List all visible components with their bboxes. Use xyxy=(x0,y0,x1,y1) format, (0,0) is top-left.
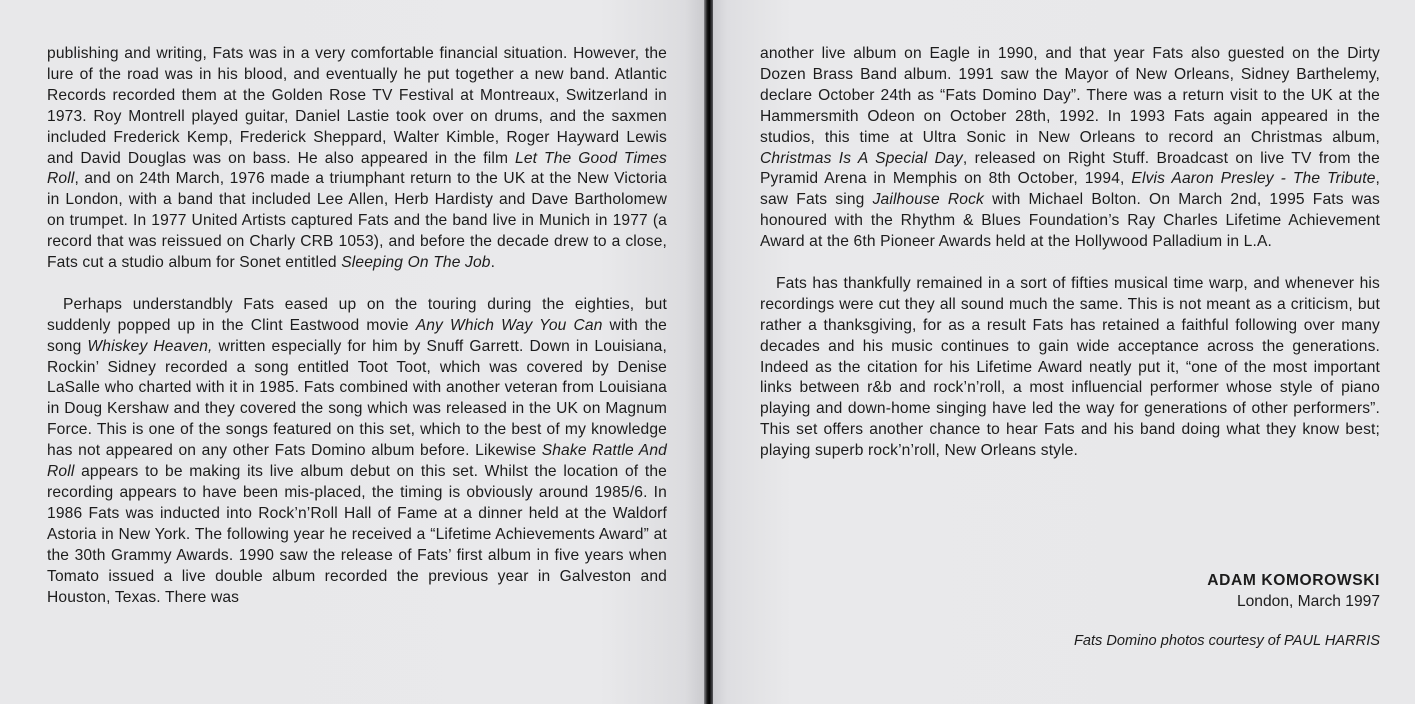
text-run: appears to be making its live album debut on this set. Whilst the location of the recording appears to have been mis-placed, the timing is obviously around 1985/6. In 1986 Fats was inducted into Rock’n’Roll Hall of Fame at a dinner held at the Waldorf Astoria in New York. The following year he received a “Lifetime Achievements Award” at the 30th Grammy Awards. 1990 saw the release of Fats’ first album in five years when Tomato issued a live double album recorded the previous year in Galveston and Houston, Texas. There was xyxy=(47,463,667,606)
italic-title: Any Which Way You Can xyxy=(415,316,603,334)
photo-credit: Fats Domino photos courtesy of PAUL HARRIS xyxy=(1073,633,1380,649)
paragraph xyxy=(760,274,1380,462)
author-name: ADAM KOMOROWSKI xyxy=(1207,572,1380,589)
text-run: Perhaps understandbly Fats eased up on the touring during the eighties, but suddenly popped up in the Clint Eastwood movie xyxy=(47,295,667,334)
italic-title: Elvis Aaron Presley - The Tribute xyxy=(1131,170,1376,188)
booklet-spine xyxy=(704,0,713,704)
left-page-text xyxy=(47,44,667,608)
italic-title: Let The Good Times Roll xyxy=(47,149,667,188)
text-run: with Michael Bolton. On March 2nd, 1995 Fats was honoured with the Rhythm & Blues Foundation’s Ray Charles Lifetime Achievement Award at the 6th Pioneer Awards held at the Hollywood Palladium in L.A. xyxy=(760,191,1380,251)
text-run: , released on Right Stuff. Broadcast on live TV from the Pyramid Arena in Memphis on 8th October, 1994, xyxy=(760,149,1380,188)
text-run: another live album on Eagle in 1990, and that year Fats also guested on the Dirty Dozen Brass Band album. 1991 saw the Mayor of New Orleans, Sidney Barthelemy, declare October 24th as “Fats Domino Day”. There was a return visit to the UK at the Hammersmith Odeon on October 28th, 1992. In 1993 Fats again appeared in the studios, this time at Ultra Sonic in New Orleans to record an Christmas album, xyxy=(760,45,1380,146)
text-run: , and on 24th March, 1976 made a triumphant return to the UK at the New Victoria in London, with a band that included Lee Allen, Herb Hardisty and Dave Bartholomew on trumpet. In 1977 United Artists captured Fats and the band live in Munich in 1977 (a record that was reissued on Charly CRB 1053), and before the decade drew to a close, Fats cut a studio album for Sonet entitled xyxy=(47,170,667,272)
italic-title: Shake Rattle And Roll xyxy=(47,442,667,481)
italic-title: Sleeping On The Job xyxy=(341,254,491,272)
italic-title: Christmas Is A Special Day xyxy=(760,149,963,167)
right-page-text xyxy=(760,44,1380,462)
italic-title: Whiskey Heaven, xyxy=(87,337,213,355)
paragraph xyxy=(47,295,667,609)
paragraph xyxy=(760,44,1380,253)
text-run: written especially for him by Snuff Garrett. Down in Louisiana, Rockin’ Sidney recorded a song entitled Toot Toot, which was covered by Denise LaSalle who charted with it in 1985. Fats combined with another veteran from Louisiana in Doug Kershaw and they covered the song which was released in the UK on Magnum Force. This is one of the songs featured on this set, which to the best of my knowledge has not appeared on any other Fats Domino album before. Likewise xyxy=(47,337,667,460)
text-run: , saw Fats sing xyxy=(760,170,1380,209)
author-place-date: London, March 1997 xyxy=(1236,593,1380,610)
paragraph xyxy=(47,44,667,274)
text-run: with the song xyxy=(47,316,667,355)
text-run: publishing and writing, Fats was in a very comfortable financial situation. However, the lure of the road was in his blood, and eventually he put together a new band. Atlantic Records recorded them at the Golden Rose TV Festival at Montreaux, Switzerland in 1973. Roy Montrell played guitar, Daniel Lastie took over on drums, and the saxmen included Frederick Kemp, Frederick Sheppard, Walter Kimble, Roger Hayward Lewis and David Douglas was on bass. He also appeared in the film xyxy=(47,45,667,167)
text-run: . xyxy=(490,254,496,272)
italic-title: Jailhouse Rock xyxy=(872,191,985,209)
text-run: Fats has thankfully remained in a sort of fifties musical time warp, and whenever his recordings were cut they all sound much the same. This is not meant as a criticism, but rather a thanksgiving, for as a result Fats has retained a faithful following over many decades and his music continues to gain wide acceptance across the generations. Indeed as the citation for his Lifetime Award neatly put it, “one of the most important links between r&b and rock’n’roll, a most influencial performer whose style of piano playing and down-home singing have led the way for generations of other performers”. This set offers another chance to hear Fats and his band doing what they know best; playing superb rock’n’roll, New Orleans style. xyxy=(760,274,1380,460)
